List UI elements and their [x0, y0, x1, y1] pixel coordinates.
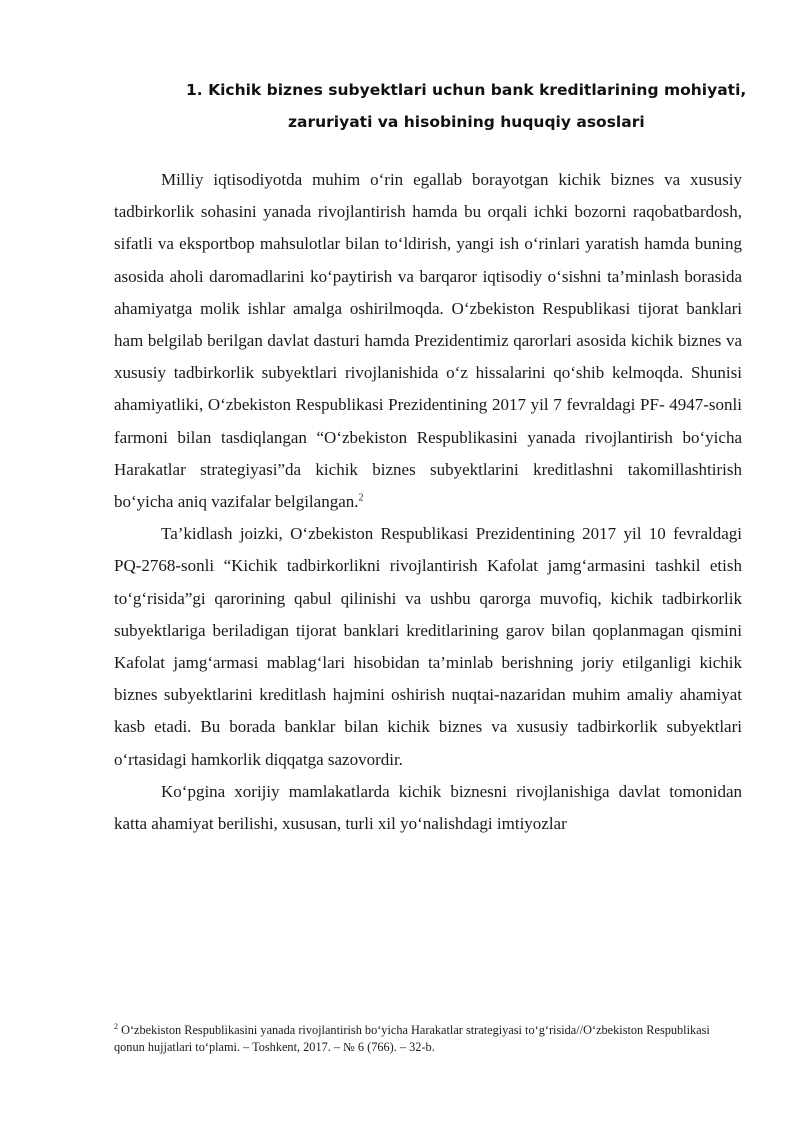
footnote [114, 1022, 734, 1056]
paragraph-1-text: Milliy iqtisodiyotda muhim o‘rin egallab borayotgan kichik biznes va xususiy tadbirkorlik sohasini yanada rivojlantirish hamda bu orqali ichki bozorni raqobatbardosh, sifatli va eksportbop mahsulotlar bilan to‘ldirish, yangi ish o‘rinlari yaratish hamda buning asosida aholi daromadlarini ko‘paytirish va barqaror iqtisodiy o‘sishni ta’minlash borasida ahamiyatga molik ishlar amalga oshirilmoqda. O‘zbekiston Respublikasi tijorat banklari ham belgilab berilgan davlat dasturi hamda Prezidentimiz qarorlari asosida kichik biznes va xususiy tadbirkorlik subyektlari rivojlanishida o‘z hissalarini qo‘shib kelmoqda. Shunisi ahamiyatliki, O‘zbekiston Respublikasi Prezidentining 2017 yil 7 fevraldagi PF- 4947-sonli farmoni bilan tasdiqlangan “O‘zbekiston Respublikasini yanada rivojlantirish bo‘yicha Harakatlar strategiyasi”da kichik biznes subyektlarini kreditlashni takomillashtirish bo‘yicha aniq vazifalar belgilangan. [114, 170, 742, 512]
footnote-text: O‘zbekiston Respublikasini yanada rivojlantirish bo‘yicha Harakatlar strategiyasi to‘g‘risida//O‘zbekiston Respublikasi qonun hujjatlari to‘plami. – Toshkent, 2017. – № 6 (766). – 32-b. [114, 1023, 710, 1054]
section-heading-line-1: 1. Kichik biznes subyektlari uchun bank kreditlarining mohiyati, [186, 81, 747, 99]
section-heading-line-2: zaruriyati va hisobining huquqiy asoslari [288, 113, 645, 131]
paragraph-3: Ko‘pgina xorijiy mamlakatlarda kichik biznesni rivojlanishiga davlat tomonidan katta ahamiyat berilishi, xususan, turli xil yo‘nalishdagi imtiyozlar [114, 781, 742, 834]
paragraph-2: Ta’kidlash joizki, O‘zbekiston Respublikasi Prezidentining 2017 yil 10 fevraldagi PQ-2768-sonli “Kichik tadbirkorlikni rivojlantirish Kafolat jamg‘armasini tashkil etish to‘g‘risida”gi qarorining qabul qilinishi va ushbu qarorga muvofiq, kichik tadbirkorlik subyektlariga beriladigan tijorat banklari kreditlarining garov bilan qoplanmagan qismini Kafolat jamg‘armasi mablag‘lari hisobidan ta’minlab berishning joriy etilganligi kichik biznes subyektlarini kreditlash hajmini oshirish nuqtai-nazaridan muhim amaliy ahamiyat kasb etadi. Bu borada banklar bilan kichik biznes va xususiy tadbirkorlik subyektlari o‘rtasidagi hamkorlik diqqatga sazovordir. [114, 524, 742, 769]
body-text [114, 164, 742, 840]
paragraph-1 [114, 164, 742, 518]
section-heading [160, 74, 760, 138]
footnote-mark: 2 [114, 1021, 118, 1031]
footnote-reference[interactable]: 2 [358, 492, 364, 504]
